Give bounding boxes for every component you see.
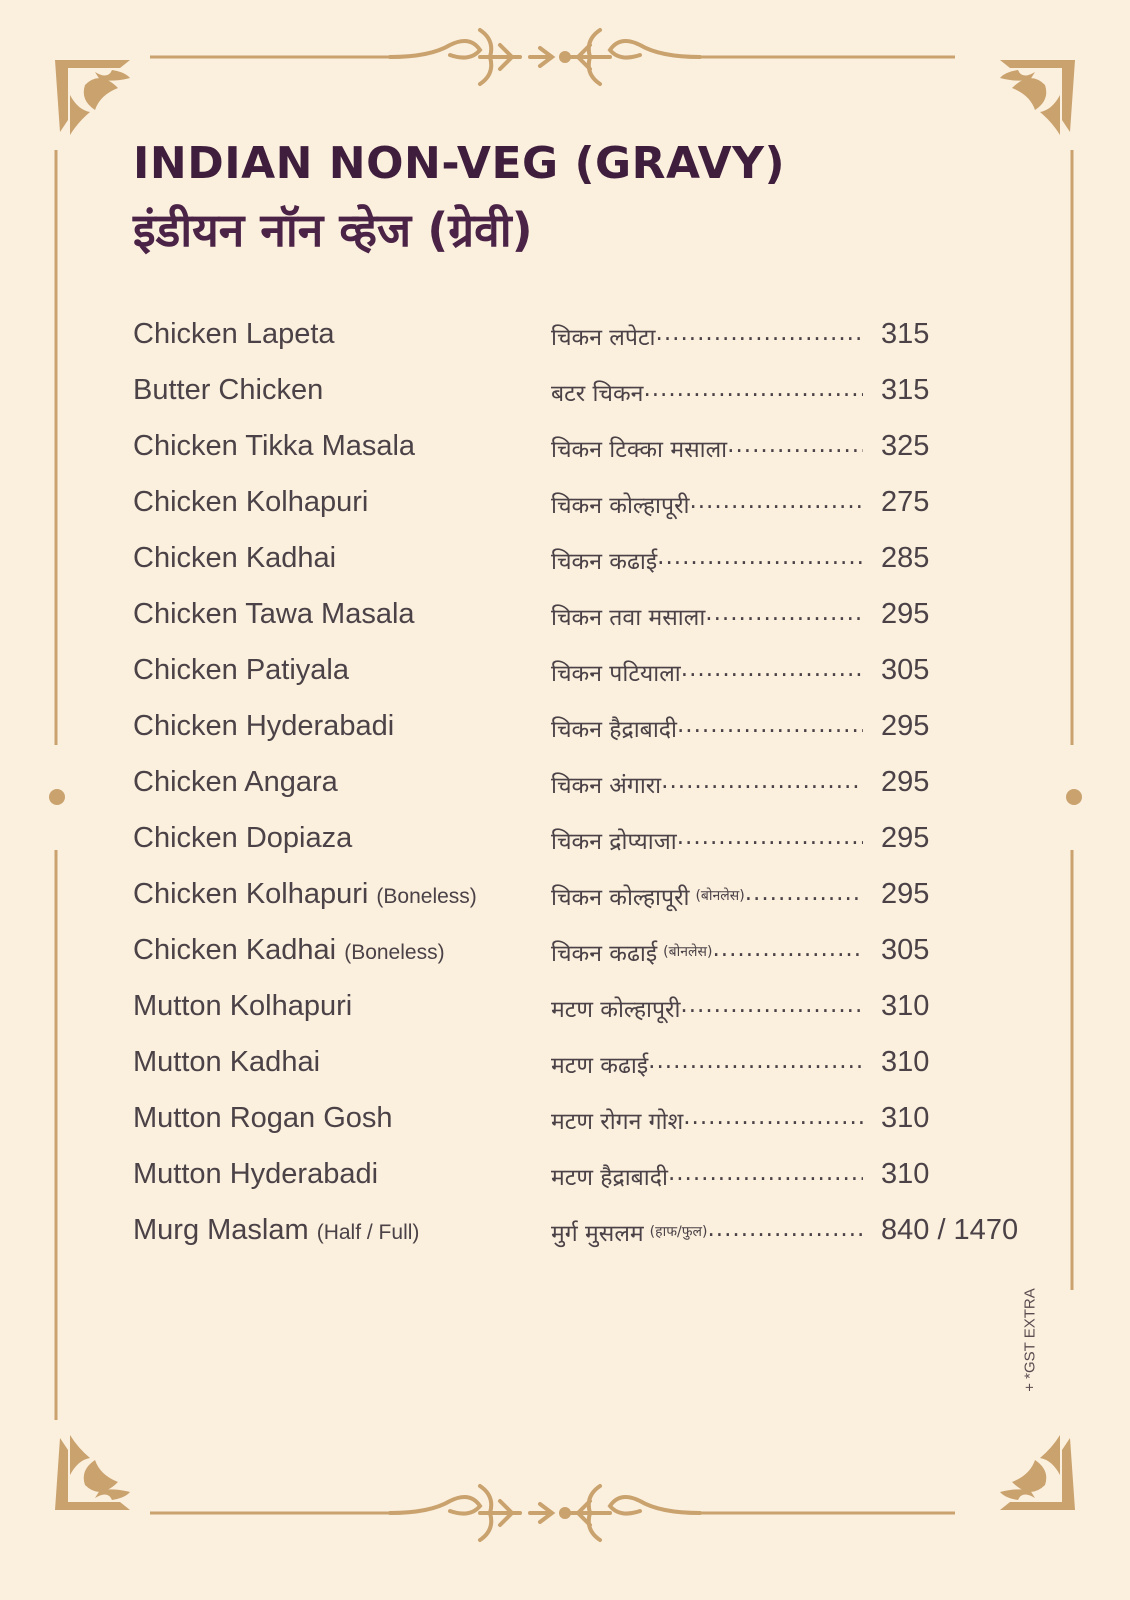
item-name-text: Chicken Patiyala xyxy=(133,654,349,686)
item-hindi-text: चिकन कोल्हापूरी xyxy=(551,885,690,911)
item-hindi-text: चिकन द्रोप्याजा xyxy=(551,829,677,855)
item-name-text: Chicken Kadhai xyxy=(133,934,337,966)
dot-leader xyxy=(681,656,863,688)
item-hindi-text: चिकन लपेटा xyxy=(551,325,656,351)
item-price: 310 xyxy=(881,990,930,1022)
menu-item xyxy=(133,424,1053,480)
item-name xyxy=(133,766,338,799)
item-name-text: Chicken Angara xyxy=(133,766,338,798)
item-hindi-name xyxy=(551,320,863,352)
item-price: 275 xyxy=(881,486,930,518)
dot-leader xyxy=(727,432,863,464)
corner-ornament-bottom-right xyxy=(1000,1435,1075,1510)
item-price: 305 xyxy=(881,654,930,686)
item-hindi-text: चिकन कोल्हापूरी xyxy=(551,493,690,519)
menu-item xyxy=(133,1152,1053,1208)
gst-note: + *GST EXTRA xyxy=(1021,1288,1039,1392)
item-price: 295 xyxy=(881,822,930,854)
item-name xyxy=(133,934,445,967)
menu-list xyxy=(133,312,1053,1264)
item-price: 310 xyxy=(881,1158,930,1190)
dot-leader xyxy=(668,1160,863,1192)
item-name xyxy=(133,822,352,855)
item-hindi-note: (बोनलेस) xyxy=(695,888,745,904)
menu-item xyxy=(133,704,1053,760)
left-dot-ornament xyxy=(49,789,65,805)
menu-item xyxy=(133,480,1053,536)
item-price: 310 xyxy=(881,1102,930,1134)
menu-item xyxy=(133,1096,1053,1152)
item-price: 305 xyxy=(881,934,930,966)
dot-leader xyxy=(648,1048,863,1080)
item-hindi-name xyxy=(551,768,863,800)
menu-item xyxy=(133,592,1053,648)
item-hindi-text: चिकन तवा मसाला xyxy=(551,605,706,631)
item-hindi-name xyxy=(551,488,863,520)
item-hindi-text: चिकन टिक्का मसाला xyxy=(551,437,728,463)
item-price: 310 xyxy=(881,1046,930,1078)
dot-leader xyxy=(712,936,863,968)
item-hindi-note: (हाफ/फुल) xyxy=(649,1224,708,1240)
item-hindi-name xyxy=(551,936,863,968)
menu-item xyxy=(133,760,1053,816)
dot-leader xyxy=(657,544,863,576)
corner-ornament-top-right xyxy=(1000,60,1075,135)
item-name-text: Butter Chicken xyxy=(133,374,324,406)
dot-leader xyxy=(643,376,863,408)
dot-leader xyxy=(683,1104,863,1136)
menu-item xyxy=(133,984,1053,1040)
dot-leader xyxy=(677,824,863,856)
item-name xyxy=(133,430,415,463)
item-name xyxy=(133,1214,419,1247)
item-name-text: Mutton Hyderabadi xyxy=(133,1158,379,1190)
item-name xyxy=(133,710,394,743)
item-name xyxy=(133,486,368,519)
menu-item xyxy=(133,928,1053,984)
item-name xyxy=(133,598,415,631)
item-name-text: Chicken Tikka Masala xyxy=(133,430,416,462)
item-name-text: Chicken Kolhapuri xyxy=(133,486,369,518)
corner-ornament-bottom-left xyxy=(55,1435,130,1510)
dot-leader xyxy=(677,712,863,744)
item-hindi-name xyxy=(551,880,863,912)
item-name xyxy=(133,878,477,911)
item-name xyxy=(133,542,336,575)
item-hindi-name xyxy=(551,992,863,1024)
item-hindi-name xyxy=(551,1216,863,1248)
item-hindi-text: मटण हैद्राबादी xyxy=(551,1165,668,1191)
page-title-hindi: इंडीयन नॉन व्हेज (ग्रेवी) xyxy=(133,203,533,257)
item-name-note: (Half / Full) xyxy=(316,1221,420,1244)
item-price: 295 xyxy=(881,710,930,742)
menu-item xyxy=(133,872,1053,928)
item-name xyxy=(133,1102,393,1135)
right-dot-ornament xyxy=(1066,789,1082,805)
dot-leader xyxy=(707,1216,863,1248)
item-price: 295 xyxy=(881,598,930,630)
item-name-text: Chicken Hyderabadi xyxy=(133,710,395,742)
item-hindi-text: चिकन कढाई xyxy=(551,549,658,575)
item-price: 315 xyxy=(881,318,930,350)
item-hindi-text: मटण कढाई xyxy=(551,1053,649,1079)
item-hindi-name xyxy=(551,712,863,744)
top-center-ornament xyxy=(390,30,700,84)
item-name-text: Chicken Tawa Masala xyxy=(133,598,415,630)
item-name-note: (Boneless) xyxy=(376,885,477,908)
item-hindi-name xyxy=(551,600,863,632)
dot-leader xyxy=(705,600,863,632)
item-hindi-text: चिकन पटियाला xyxy=(551,661,681,687)
item-price: 315 xyxy=(881,374,930,406)
item-name xyxy=(133,990,352,1023)
dot-leader xyxy=(745,880,863,912)
item-hindi-name xyxy=(551,1104,863,1136)
item-hindi-name xyxy=(551,656,863,688)
item-hindi-name xyxy=(551,376,863,408)
item-hindi-note: (बोनलेस) xyxy=(663,944,713,960)
item-price: 325 xyxy=(881,430,930,462)
menu-item xyxy=(133,536,1053,592)
item-price: 295 xyxy=(881,878,930,910)
item-name-text: Chicken Lapeta xyxy=(133,318,335,350)
menu-item xyxy=(133,1208,1053,1264)
menu-item xyxy=(133,816,1053,872)
item-hindi-name xyxy=(551,824,863,856)
item-name-text: Chicken Dopiaza xyxy=(133,822,353,854)
item-hindi-text: चिकन हैद्राबादी xyxy=(551,717,677,743)
menu-item xyxy=(133,312,1053,368)
item-name-text: Chicken Kolhapuri xyxy=(133,878,369,910)
item-hindi-text: चिकन कढाई xyxy=(551,941,658,967)
item-name-text: Murg Maslam xyxy=(133,1214,309,1246)
page-title-english: INDIAN NON-VEG (GRAVY) xyxy=(133,138,786,189)
item-hindi-name xyxy=(551,432,863,464)
item-name xyxy=(133,654,349,687)
item-name-text: Mutton Kadhai xyxy=(133,1046,321,1078)
item-hindi-name xyxy=(551,1048,863,1080)
item-price: 295 xyxy=(881,766,930,798)
dot-leader xyxy=(661,768,863,800)
item-price: 840 / 1470 xyxy=(881,1214,1019,1246)
item-hindi-text: मटण रोगन गोश xyxy=(551,1109,684,1135)
dot-leader xyxy=(680,992,863,1024)
item-hindi-text: चिकन अंगारा xyxy=(551,773,662,799)
item-hindi-text: मटण कोल्हापूरी xyxy=(551,997,681,1023)
bottom-center-ornament xyxy=(390,1486,700,1540)
item-hindi-name xyxy=(551,1160,863,1192)
item-hindi-text: मुर्ग मुसलम xyxy=(551,1221,644,1247)
item-name xyxy=(133,318,335,351)
item-name xyxy=(133,1046,320,1079)
menu-item xyxy=(133,1040,1053,1096)
menu-item xyxy=(133,648,1053,704)
corner-ornament-top-left xyxy=(55,60,130,135)
item-name-text: Chicken Kadhai xyxy=(133,542,337,574)
item-name xyxy=(133,1158,378,1191)
item-hindi-name xyxy=(551,544,863,576)
item-name-note: (Boneless) xyxy=(344,941,445,964)
item-price: 285 xyxy=(881,542,930,574)
item-name-text: Mutton Rogan Gosh xyxy=(133,1102,393,1134)
item-hindi-text: बटर चिकन xyxy=(551,381,644,407)
dot-leader xyxy=(656,320,863,352)
dot-leader xyxy=(689,488,863,520)
item-name xyxy=(133,374,323,407)
item-name-text: Mutton Kolhapuri xyxy=(133,990,353,1022)
menu-item xyxy=(133,368,1053,424)
